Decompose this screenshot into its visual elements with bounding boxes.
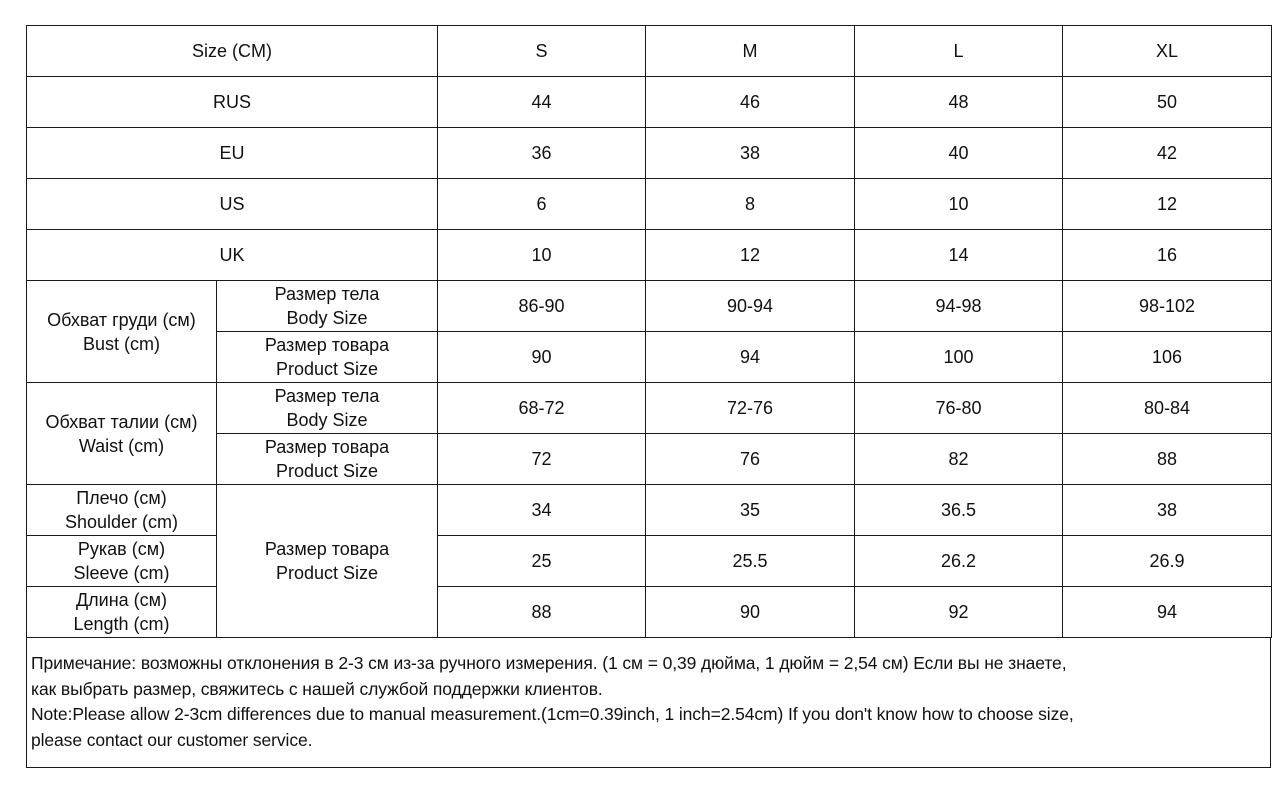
bust-product-m: 94 (646, 332, 855, 383)
size-label-cell: Size (CM) (27, 26, 438, 77)
rus-m: 46 (646, 77, 855, 128)
product-size-label-ru: Размер товара (264, 437, 390, 457)
bust-body-m: 90-94 (646, 281, 855, 332)
waist-label-ru: Обхват талии (см) (45, 411, 198, 432)
waist-product-m: 76 (646, 434, 855, 485)
waist-body-s: 68-72 (438, 383, 646, 434)
sleeve-s: 25 (438, 536, 646, 587)
size-l-header: L (855, 26, 1063, 77)
size-table (26, 25, 1272, 638)
eu-label: EU (27, 128, 438, 179)
bust-label-en: Bust (cm) (82, 333, 160, 354)
shoulder-l: 36.5 (855, 485, 1063, 536)
note-en-line1: Note:Please allow 2-3cm differences due to manual measurement.(1cm=0.39inch, 1 inch=2.54cm) If you don't know how to choose size, (31, 704, 1074, 724)
bust-body-row (27, 281, 1272, 332)
bust-body-l: 94-98 (855, 281, 1063, 332)
rus-row (27, 77, 1272, 128)
length-xl: 94 (1063, 587, 1272, 638)
product-size-label-en: Product Size (275, 359, 379, 379)
shoulder-row (27, 485, 1272, 536)
bust-product-size-label (217, 332, 438, 383)
us-row (27, 179, 1272, 230)
sleeve-label (27, 536, 217, 587)
note-en-line2: please contact our customer service. (31, 729, 313, 750)
note-ru-line1: Примечание: возможны отклонения в 2-3 см из-за ручного измерения. (1 см = 0,39 дюйма, 1 дюйм = 2,54 см) Если вы не знаете, (31, 653, 1067, 673)
us-xl: 12 (1063, 179, 1272, 230)
uk-s: 10 (438, 230, 646, 281)
bust-product-xl: 106 (1063, 332, 1272, 383)
body-size-label-en: Body Size (286, 410, 368, 430)
waist-product-l: 82 (855, 434, 1063, 485)
sleeve-l: 26.2 (855, 536, 1063, 587)
body-size-label-ru: Размер тела (274, 284, 380, 304)
waist-body-size-label (217, 383, 438, 434)
bust-product-l: 100 (855, 332, 1063, 383)
waist-product-size-label (217, 434, 438, 485)
bust-label-ru: Обхват груди (см) (47, 309, 196, 330)
waist-label-en: Waist (cm) (78, 435, 165, 456)
length-label-ru: Длина (см) (75, 590, 168, 610)
waist-body-xl: 80-84 (1063, 383, 1272, 434)
us-label: US (27, 179, 438, 230)
body-size-label-ru: Размер тела (274, 386, 380, 406)
sleeve-label-en: Sleeve (cm) (73, 563, 170, 583)
shoulder-label (27, 485, 217, 536)
length-row (27, 587, 1272, 638)
eu-l: 40 (855, 128, 1063, 179)
product-size-label-en: Product Size (275, 461, 379, 481)
length-l: 92 (855, 587, 1063, 638)
rus-xl: 50 (1063, 77, 1272, 128)
size-xl-header: XL (1063, 26, 1272, 77)
size-chart (26, 25, 1271, 768)
bust-product-s: 90 (438, 332, 646, 383)
us-l: 10 (855, 179, 1063, 230)
header-row (27, 26, 1272, 77)
shoulder-label-en: Shoulder (cm) (64, 512, 179, 532)
sleeve-row (27, 536, 1272, 587)
eu-m: 38 (646, 128, 855, 179)
bust-label (27, 281, 217, 383)
uk-xl: 16 (1063, 230, 1272, 281)
waist-product-xl: 88 (1063, 434, 1272, 485)
eu-row (27, 128, 1272, 179)
sleeve-xl: 26.9 (1063, 536, 1272, 587)
length-label-en: Length (cm) (73, 614, 170, 634)
shoulder-label-ru: Плечо (см) (76, 488, 167, 508)
length-s: 88 (438, 587, 646, 638)
us-m: 8 (646, 179, 855, 230)
product-size-label-en: Product Size (275, 563, 379, 583)
size-s-header: S (438, 26, 646, 77)
uk-m: 12 (646, 230, 855, 281)
rus-s: 44 (438, 77, 646, 128)
us-s: 6 (438, 179, 646, 230)
length-label (27, 587, 217, 638)
eu-xl: 42 (1063, 128, 1272, 179)
waist-body-l: 76-80 (855, 383, 1063, 434)
body-size-label-en: Body Size (286, 308, 368, 328)
product-size-label-ru: Размер товара (264, 539, 390, 559)
bust-body-size-label (217, 281, 438, 332)
rus-l: 48 (855, 77, 1063, 128)
sleeve-m: 25.5 (646, 536, 855, 587)
product-size-label-ru: Размер товара (264, 335, 390, 355)
waist-body-row (27, 383, 1272, 434)
shoulder-s: 34 (438, 485, 646, 536)
garment-product-size-label (217, 485, 438, 638)
eu-s: 36 (438, 128, 646, 179)
uk-label: UK (27, 230, 438, 281)
note-ru-line2: как выбрать размер, свяжитесь с нашей службой поддержки клиентов. (31, 678, 603, 699)
size-m-header: M (646, 26, 855, 77)
shoulder-xl: 38 (1063, 485, 1272, 536)
bust-body-xl: 98-102 (1063, 281, 1272, 332)
sleeve-label-ru: Рукав (см) (77, 539, 166, 559)
waist-product-s: 72 (438, 434, 646, 485)
length-m: 90 (646, 587, 855, 638)
bust-body-s: 86-90 (438, 281, 646, 332)
rus-label: RUS (27, 77, 438, 128)
uk-l: 14 (855, 230, 1063, 281)
waist-label (27, 383, 217, 485)
shoulder-m: 35 (646, 485, 855, 536)
waist-body-m: 72-76 (646, 383, 855, 434)
measurement-note (26, 638, 1271, 768)
uk-row (27, 230, 1272, 281)
